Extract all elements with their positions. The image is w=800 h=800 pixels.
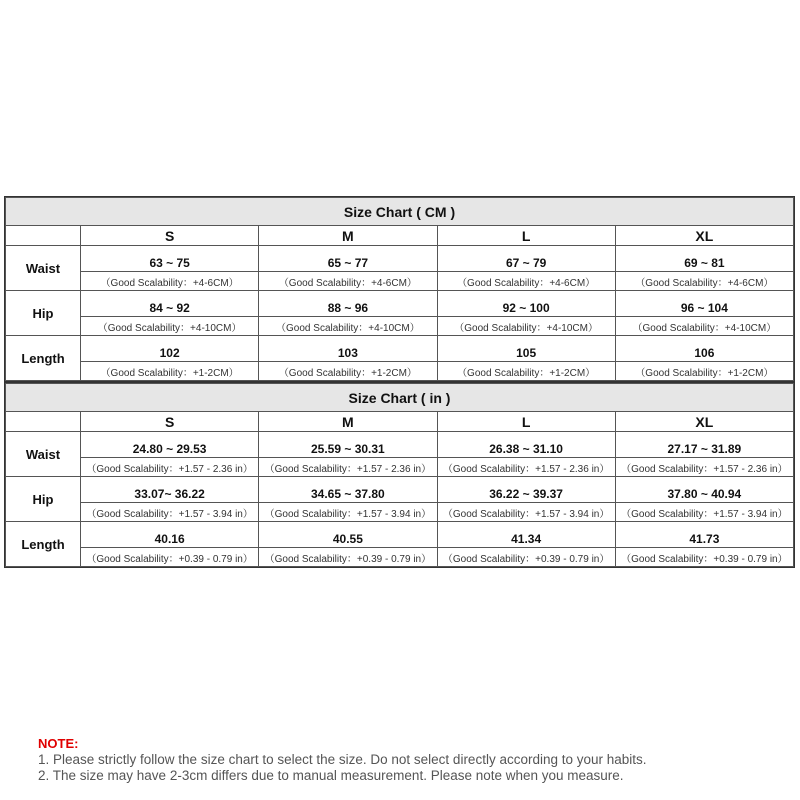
size-header: M <box>259 226 437 246</box>
measurement-value: 25.59 ~ 30.31 <box>259 432 437 458</box>
measurement-value: 69 ~ 81 <box>615 246 793 272</box>
note-block <box>38 736 647 784</box>
size-header: S <box>81 226 259 246</box>
size-table <box>5 197 794 381</box>
measurement-value: 84 ~ 92 <box>81 291 259 317</box>
measurement-value: 92 ~ 100 <box>437 291 615 317</box>
measurement-value: 67 ~ 79 <box>437 246 615 272</box>
note-line-2: 2. The size may have 2-3cm differs due to manual measurement. Please note when you measure. <box>38 768 624 783</box>
size-header: S <box>81 412 259 432</box>
corner-cell <box>6 226 81 246</box>
scalability-note: （Good Scalability：+4-10CM） <box>437 317 615 336</box>
size-header: L <box>437 226 615 246</box>
measurement-value: 102 <box>81 336 259 362</box>
scalability-note: （Good Scalability：+1-2CM） <box>259 362 437 381</box>
scalability-note: （Good Scalability：+4-10CM） <box>259 317 437 336</box>
scalability-note: （Good Scalability：+1.57 - 3.94 in） <box>81 503 259 522</box>
scalability-note: （Good Scalability：+1.57 - 2.36 in） <box>437 458 615 477</box>
scalability-note: （Good Scalability：+4-10CM） <box>615 317 793 336</box>
measurement-value: 34.65 ~ 37.80 <box>259 477 437 503</box>
scalability-note: （Good Scalability：+0.39 - 0.79 in） <box>259 548 437 567</box>
measurement-value: 65 ~ 77 <box>259 246 437 272</box>
scalability-note: （Good Scalability：+1.57 - 2.36 in） <box>259 458 437 477</box>
size-header: L <box>437 412 615 432</box>
measurement-value: 37.80 ~ 40.94 <box>615 477 793 503</box>
chart-title: Size Chart ( in ) <box>6 384 794 412</box>
measurement-value: 105 <box>437 336 615 362</box>
measurement-value: 41.34 <box>437 522 615 548</box>
row-label: Length <box>6 336 81 381</box>
size-chart-cm <box>4 196 795 382</box>
measurement-value: 88 ~ 96 <box>259 291 437 317</box>
scalability-note: （Good Scalability：+1.57 - 3.94 in） <box>437 503 615 522</box>
scalability-note: （Good Scalability：+4-6CM） <box>615 272 793 291</box>
scalability-note: （Good Scalability：+0.39 - 0.79 in） <box>81 548 259 567</box>
scalability-note: （Good Scalability：+1-2CM） <box>81 362 259 381</box>
scalability-note: （Good Scalability：+4-6CM） <box>81 272 259 291</box>
scalability-note: （Good Scalability：+1-2CM） <box>615 362 793 381</box>
size-table <box>5 383 794 567</box>
scalability-note: （Good Scalability：+1.57 - 2.36 in） <box>615 458 793 477</box>
measurement-value: 24.80 ~ 29.53 <box>81 432 259 458</box>
measurement-value: 33.07~ 36.22 <box>81 477 259 503</box>
row-label: Waist <box>6 432 81 477</box>
note-line-1: 1. Please strictly follow the size chart to select the size. Do not select directly according to your habits. <box>38 752 647 767</box>
measurement-value: 26.38 ~ 31.10 <box>437 432 615 458</box>
row-label: Hip <box>6 291 81 336</box>
scalability-note: （Good Scalability：+1-2CM） <box>437 362 615 381</box>
scalability-note: （Good Scalability：+1.57 - 2.36 in） <box>81 458 259 477</box>
measurement-value: 41.73 <box>615 522 793 548</box>
scalability-note: （Good Scalability：+0.39 - 0.79 in） <box>437 548 615 567</box>
scalability-note: （Good Scalability：+1.57 - 3.94 in） <box>259 503 437 522</box>
measurement-value: 40.16 <box>81 522 259 548</box>
scalability-note: （Good Scalability：+0.39 - 0.79 in） <box>615 548 793 567</box>
measurement-value: 103 <box>259 336 437 362</box>
scalability-note: （Good Scalability：+4-6CM） <box>437 272 615 291</box>
row-label: Hip <box>6 477 81 522</box>
corner-cell <box>6 412 81 432</box>
measurement-value: 106 <box>615 336 793 362</box>
measurement-value: 27.17 ~ 31.89 <box>615 432 793 458</box>
measurement-value: 36.22 ~ 39.37 <box>437 477 615 503</box>
row-label: Length <box>6 522 81 567</box>
measurement-value: 40.55 <box>259 522 437 548</box>
row-label: Waist <box>6 246 81 291</box>
scalability-note: （Good Scalability：+4-6CM） <box>259 272 437 291</box>
size-header: M <box>259 412 437 432</box>
scalability-note: （Good Scalability：+4-10CM） <box>81 317 259 336</box>
measurement-value: 96 ~ 104 <box>615 291 793 317</box>
scalability-note: （Good Scalability：+1.57 - 3.94 in） <box>615 503 793 522</box>
measurement-value: 63 ~ 75 <box>81 246 259 272</box>
size-header: XL <box>615 226 793 246</box>
size-header: XL <box>615 412 793 432</box>
note-title: NOTE: <box>38 736 79 751</box>
chart-title: Size Chart ( CM ) <box>6 198 794 226</box>
size-chart-in <box>4 382 795 568</box>
